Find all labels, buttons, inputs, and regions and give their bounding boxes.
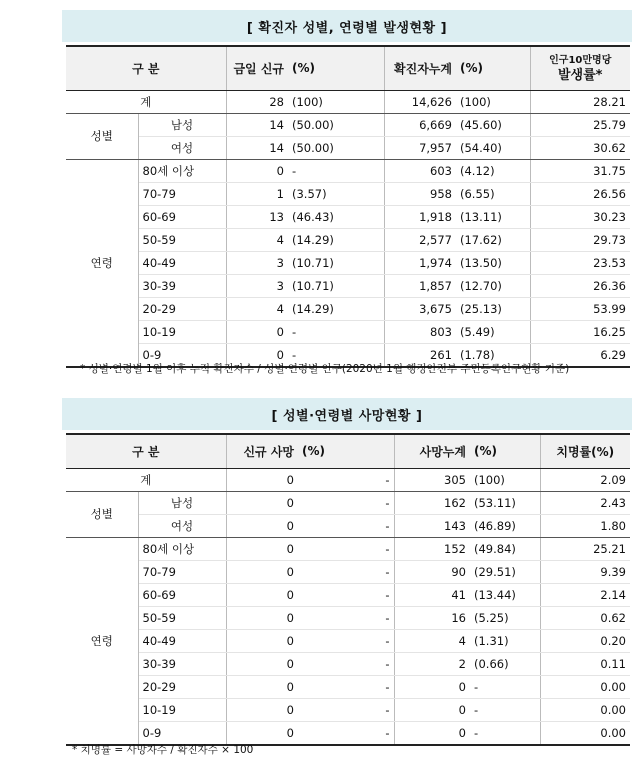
rate-value: 26.56 <box>530 182 630 205</box>
row-label-age: 50-59 <box>138 228 226 251</box>
cumulative-pct: (1.31) <box>470 629 540 652</box>
table-row-gender <box>66 491 630 514</box>
new-pct: - <box>298 560 394 583</box>
rate-value: 0.00 <box>540 721 630 745</box>
table-row-age <box>66 251 630 274</box>
section1-title: [ 확진자 성별, 연령별 발생현황 ] <box>62 10 632 42</box>
cumulative-pct: (1.78) <box>456 343 530 367</box>
cumulative-count: 803 <box>384 320 456 343</box>
confirmed-cases-table <box>66 45 630 368</box>
rate-value: 0.11 <box>540 652 630 675</box>
new-pct: (50.00) <box>288 113 384 136</box>
rate-value: 30.23 <box>530 205 630 228</box>
cumulative-count: 2 <box>394 652 470 675</box>
new-pct: - <box>298 468 394 491</box>
cumulative-pct: (54.40) <box>456 136 530 159</box>
rate-value: 2.14 <box>540 583 630 606</box>
header-today-pct: (%) <box>288 46 384 90</box>
group-label-age: 연령 <box>66 159 138 367</box>
new-count: 0 <box>226 583 298 606</box>
row-label-age: 30-39 <box>138 274 226 297</box>
cumulative-pct: (13.44) <box>470 583 540 606</box>
new-count: 3 <box>226 274 288 297</box>
cumulative-count: 305 <box>394 468 470 491</box>
new-count: 13 <box>226 205 288 228</box>
cumulative-count: 16 <box>394 606 470 629</box>
table-row-age <box>66 629 630 652</box>
rate-value: 0.62 <box>540 606 630 629</box>
new-count: 0 <box>226 159 288 182</box>
new-pct: (46.43) <box>288 205 384 228</box>
table-row-age <box>66 182 630 205</box>
cumulative-pct: (100) <box>456 90 530 113</box>
row-label-age: 60-69 <box>138 583 226 606</box>
new-pct: - <box>298 514 394 537</box>
cumulative-pct: (46.89) <box>470 514 540 537</box>
cumulative-count: 261 <box>384 343 456 367</box>
row-label-age: 50-59 <box>138 606 226 629</box>
new-pct: - <box>298 698 394 721</box>
new-count: 28 <box>226 90 288 113</box>
cumulative-pct: (17.62) <box>456 228 530 251</box>
cumulative-count: 90 <box>394 560 470 583</box>
cumulative-pct: (13.11) <box>456 205 530 228</box>
cumulative-count: 7,957 <box>384 136 456 159</box>
table-row-age <box>66 675 630 698</box>
row-label-age: 20-29 <box>138 675 226 698</box>
group-label-gender: 성별 <box>66 113 138 159</box>
table-row-total <box>66 90 630 113</box>
cumulative-count: 958 <box>384 182 456 205</box>
new-pct: (50.00) <box>288 136 384 159</box>
rate-value: 0.20 <box>540 629 630 652</box>
new-count: 14 <box>226 113 288 136</box>
row-label-age: 70-79 <box>138 182 226 205</box>
new-count: 0 <box>226 675 298 698</box>
deaths-body <box>66 468 630 745</box>
row-label-age: 20-29 <box>138 297 226 320</box>
new-pct: - <box>298 537 394 560</box>
table-row-age <box>66 606 630 629</box>
table-row-age <box>66 297 630 320</box>
table-row-age <box>66 537 630 560</box>
cumulative-count: 162 <box>394 491 470 514</box>
rate-value: 0.00 <box>540 675 630 698</box>
row-label-total: 계 <box>66 90 226 113</box>
rate-value: 9.39 <box>540 560 630 583</box>
section2-footnote: * 치명률 = 사망자수 / 확진자수 × 100 <box>72 744 254 756</box>
cumulative-count: 1,918 <box>384 205 456 228</box>
new-count: 0 <box>226 560 298 583</box>
new-count: 3 <box>226 251 288 274</box>
new-pct: - <box>288 159 384 182</box>
new-count: 4 <box>226 228 288 251</box>
row-label-gender: 남성 <box>138 113 226 136</box>
group-label-gender: 성별 <box>66 491 138 537</box>
new-count: 0 <box>226 320 288 343</box>
header-rate <box>530 46 630 90</box>
new-count: 0 <box>226 468 298 491</box>
table-row-age <box>66 652 630 675</box>
cumulative-count: 603 <box>384 159 456 182</box>
cumulative-pct: (29.51) <box>470 560 540 583</box>
rate-value: 2.09 <box>540 468 630 491</box>
header-cum-pct: (%) <box>456 46 530 90</box>
section2-title: [ 성별·연령별 사망현황 ] <box>62 398 632 430</box>
rate-value: 25.79 <box>530 113 630 136</box>
new-pct: (14.29) <box>288 297 384 320</box>
row-label-age: 80세 이상 <box>138 537 226 560</box>
cumulative-pct: (100) <box>470 468 540 491</box>
table-row-gender <box>66 113 630 136</box>
cumulative-pct: (25.13) <box>456 297 530 320</box>
cumulative-pct: - <box>470 698 540 721</box>
new-pct: - <box>298 583 394 606</box>
header-category: 구 분 <box>66 46 226 90</box>
row-label-gender: 여성 <box>138 514 226 537</box>
new-pct: - <box>298 629 394 652</box>
table-row-gender <box>66 514 630 537</box>
header-rate-line2: 발생률* <box>558 68 603 84</box>
header-today-new: 금일 신규 <box>226 46 288 90</box>
cumulative-pct: - <box>470 721 540 745</box>
rate-value: 53.99 <box>530 297 630 320</box>
table-row-age <box>66 205 630 228</box>
rate-value: 0.00 <box>540 698 630 721</box>
cumulative-pct: (6.55) <box>456 182 530 205</box>
header2-category: 구 분 <box>66 434 226 468</box>
new-count: 0 <box>226 537 298 560</box>
deaths-table <box>66 433 630 746</box>
new-count: 0 <box>226 343 288 367</box>
new-count: 14 <box>226 136 288 159</box>
cumulative-count: 152 <box>394 537 470 560</box>
new-count: 0 <box>226 629 298 652</box>
row-label-gender: 남성 <box>138 491 226 514</box>
cumulative-count: 0 <box>394 698 470 721</box>
table-row-age <box>66 583 630 606</box>
cumulative-pct: (45.60) <box>456 113 530 136</box>
new-count: 0 <box>226 652 298 675</box>
rate-value: 26.36 <box>530 274 630 297</box>
rate-value: 25.21 <box>540 537 630 560</box>
table-row-age <box>66 560 630 583</box>
cumulative-pct: (12.70) <box>456 274 530 297</box>
rate-value: 23.53 <box>530 251 630 274</box>
cumulative-pct: (53.11) <box>470 491 540 514</box>
row-label-total: 계 <box>66 468 226 491</box>
cumulative-pct: - <box>470 675 540 698</box>
new-count: 0 <box>226 721 298 745</box>
header-cumulative: 확진자누계 <box>384 46 456 90</box>
header2-cum-death: 사망누계 <box>394 434 470 468</box>
rate-value: 2.43 <box>540 491 630 514</box>
new-pct: (10.71) <box>288 251 384 274</box>
row-label-age: 40-49 <box>138 251 226 274</box>
new-pct: - <box>298 606 394 629</box>
new-count: 4 <box>226 297 288 320</box>
cumulative-count: 14,626 <box>384 90 456 113</box>
cumulative-count: 3,675 <box>384 297 456 320</box>
cumulative-pct: (5.25) <box>470 606 540 629</box>
table-row-age <box>66 721 630 745</box>
row-label-age: 0-9 <box>138 721 226 745</box>
rate-value: 6.29 <box>530 343 630 367</box>
header2-new-death: 신규 사망 <box>226 434 298 468</box>
new-count: 0 <box>226 514 298 537</box>
confirmed-cases-body <box>66 90 630 367</box>
table-row-age <box>66 228 630 251</box>
row-label-age: 30-39 <box>138 652 226 675</box>
cumulative-pct: (13.50) <box>456 251 530 274</box>
row-label-age: 40-49 <box>138 629 226 652</box>
new-pct: (100) <box>288 90 384 113</box>
cumulative-pct: (0.66) <box>470 652 540 675</box>
new-pct: (10.71) <box>288 274 384 297</box>
header-rate-line1: 인구10만명당 <box>549 55 612 67</box>
rate-value: 1.80 <box>540 514 630 537</box>
new-count: 0 <box>226 491 298 514</box>
row-label-age: 70-79 <box>138 560 226 583</box>
cumulative-pct: (4.12) <box>456 159 530 182</box>
row-label-gender: 여성 <box>138 136 226 159</box>
rate-value: 28.21 <box>530 90 630 113</box>
new-pct: - <box>298 721 394 745</box>
cumulative-count: 1,857 <box>384 274 456 297</box>
new-pct: - <box>288 343 384 367</box>
cumulative-count: 0 <box>394 721 470 745</box>
rate-value: 16.25 <box>530 320 630 343</box>
row-label-age: 10-19 <box>138 698 226 721</box>
new-pct: - <box>298 652 394 675</box>
section1-footnote: * 성별·연령별 1월 이후 누적 확진자수 / 성별·연령별 인구(2020년 1월 행정안전부 주민등록인구현황 기준) <box>80 363 570 375</box>
new-pct: - <box>298 491 394 514</box>
table-row-age <box>66 159 630 182</box>
cumulative-count: 2,577 <box>384 228 456 251</box>
cumulative-count: 4 <box>394 629 470 652</box>
rate-value: 29.73 <box>530 228 630 251</box>
cumulative-count: 1,974 <box>384 251 456 274</box>
row-label-age: 10-19 <box>138 320 226 343</box>
new-count: 0 <box>226 606 298 629</box>
table-row-gender <box>66 136 630 159</box>
cumulative-pct: (49.84) <box>470 537 540 560</box>
new-pct: - <box>298 675 394 698</box>
row-label-age: 0-9 <box>138 343 226 367</box>
table-row-age <box>66 274 630 297</box>
cumulative-count: 0 <box>394 675 470 698</box>
table-row-age <box>66 698 630 721</box>
row-label-age: 60-69 <box>138 205 226 228</box>
row-label-age: 80세 이상 <box>138 159 226 182</box>
new-pct: - <box>288 320 384 343</box>
header2-fatality: 치명률(%) <box>540 434 630 468</box>
cumulative-pct: (5.49) <box>456 320 530 343</box>
group-label-age: 연령 <box>66 537 138 745</box>
cumulative-count: 143 <box>394 514 470 537</box>
new-count: 0 <box>226 698 298 721</box>
new-count: 1 <box>226 182 288 205</box>
cumulative-count: 41 <box>394 583 470 606</box>
table-row-total <box>66 468 630 491</box>
new-pct: (14.29) <box>288 228 384 251</box>
rate-value: 30.62 <box>530 136 630 159</box>
cumulative-count: 6,669 <box>384 113 456 136</box>
header2-cum-pct: (%) <box>470 434 540 468</box>
new-pct: (3.57) <box>288 182 384 205</box>
header2-new-pct: (%) <box>298 434 394 468</box>
table-row-age <box>66 320 630 343</box>
rate-value: 31.75 <box>530 159 630 182</box>
